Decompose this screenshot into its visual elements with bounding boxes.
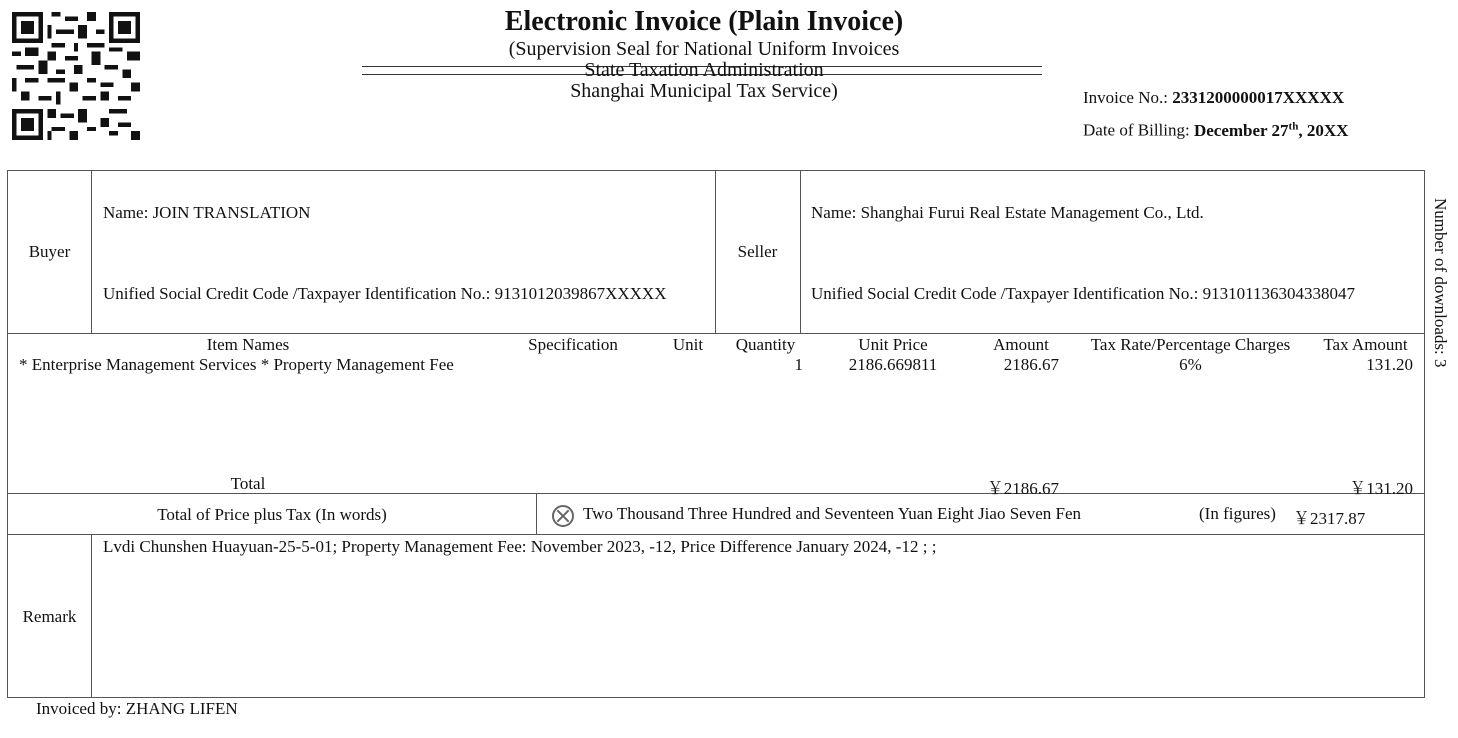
seller-name: Name: Shanghai Furui Real Estate Management Co., Ltd. [811,203,1204,222]
seller-tax-id: Unified Social Credit Code /Taxpayer Identification No.: 913101136304338047 [811,284,1355,303]
divider-totals [8,534,1424,535]
billing-date-value [1194,121,1348,140]
divider-words [536,493,537,534]
item-tax-rate: 6% [1179,355,1202,374]
divider-remark-label [91,534,92,697]
total-amount: ￥2186.67 [986,479,1059,498]
billing-date-label: Date of Billing: [1083,120,1194,140]
item-amount: 2186.67 [1003,355,1059,374]
header-quantity: Quantity [735,335,796,354]
circle-x-icon [552,505,574,527]
header-unit: Unit [672,335,704,354]
total-label: Total [230,474,266,493]
billing-date [1083,120,1348,141]
billing-date-month-day: December 27 [1193,120,1289,140]
header-unit-price: Unit Price [858,335,928,354]
invoiced-by: Invoiced by: ZHANG LIFEN [36,699,238,718]
billing-date-suffix: th [1288,120,1299,132]
billing-date-year: , 20XX [1298,120,1349,140]
invoice-table [7,170,1425,698]
total-words-label: Total of Price plus Tax (In words) [157,505,387,524]
buyer-label: Buyer [28,242,71,261]
item-tax-amount: 131.20 [1366,355,1413,374]
invoice-title: Electronic Invoice (Plain Invoice) [504,6,904,37]
seal-text-line3: Shanghai Municipal Tax Service) [570,80,838,102]
seller-label: Seller [737,242,778,261]
total-in-words: Two Thousand Three Hundred and Seventeen Yuan Eight Jiao Seven Fen [583,504,1081,523]
total-in-figures: ￥2317.87 [1293,509,1366,528]
header-amount: Amount [993,335,1049,354]
header-item-names: Item Names [206,335,290,354]
item-unit-price: 2186.669811 [848,355,938,374]
seal-text-line1: (Supervision Seal for National Uniform Invoices [508,38,900,60]
buyer-name: Name: JOIN TRANSLATION [103,203,311,222]
remark-text: Lvdi Chunshen Huayuan-25-5-01; Property Management Fee: November 2023, -12, Price Difference January 2024, -12 ; ; [103,537,937,556]
header-tax-rate: Tax Rate/Percentage Charges [1090,335,1291,354]
invoice-number [1083,88,1344,108]
download-count: Number of downloads: 3 [1431,198,1450,368]
header-tax-amount: Tax Amount [1323,335,1408,354]
seal-text-line2: State Taxation Administration [584,59,824,81]
invoice-number-label: Invoice No.: [1083,88,1173,107]
figures-label: (In figures) [1199,504,1276,523]
divider-parties [8,333,1424,334]
buyer-tax-id: Unified Social Credit Code /Taxpayer Identification No.: 9131012039867XXXXX [103,284,667,303]
item-quantity: 1 [794,355,803,374]
divider-buyer-label [91,171,92,333]
total-tax: ￥131.20 [1349,479,1413,498]
item-name: * Enterprise Management Services * Property Management Fee [19,355,454,374]
divider-seller-label [800,171,801,333]
header-specification: Specification [528,335,618,354]
remark-label: Remark [22,607,77,626]
invoice-number-value: 2331200000017XXXXX [1172,88,1345,107]
